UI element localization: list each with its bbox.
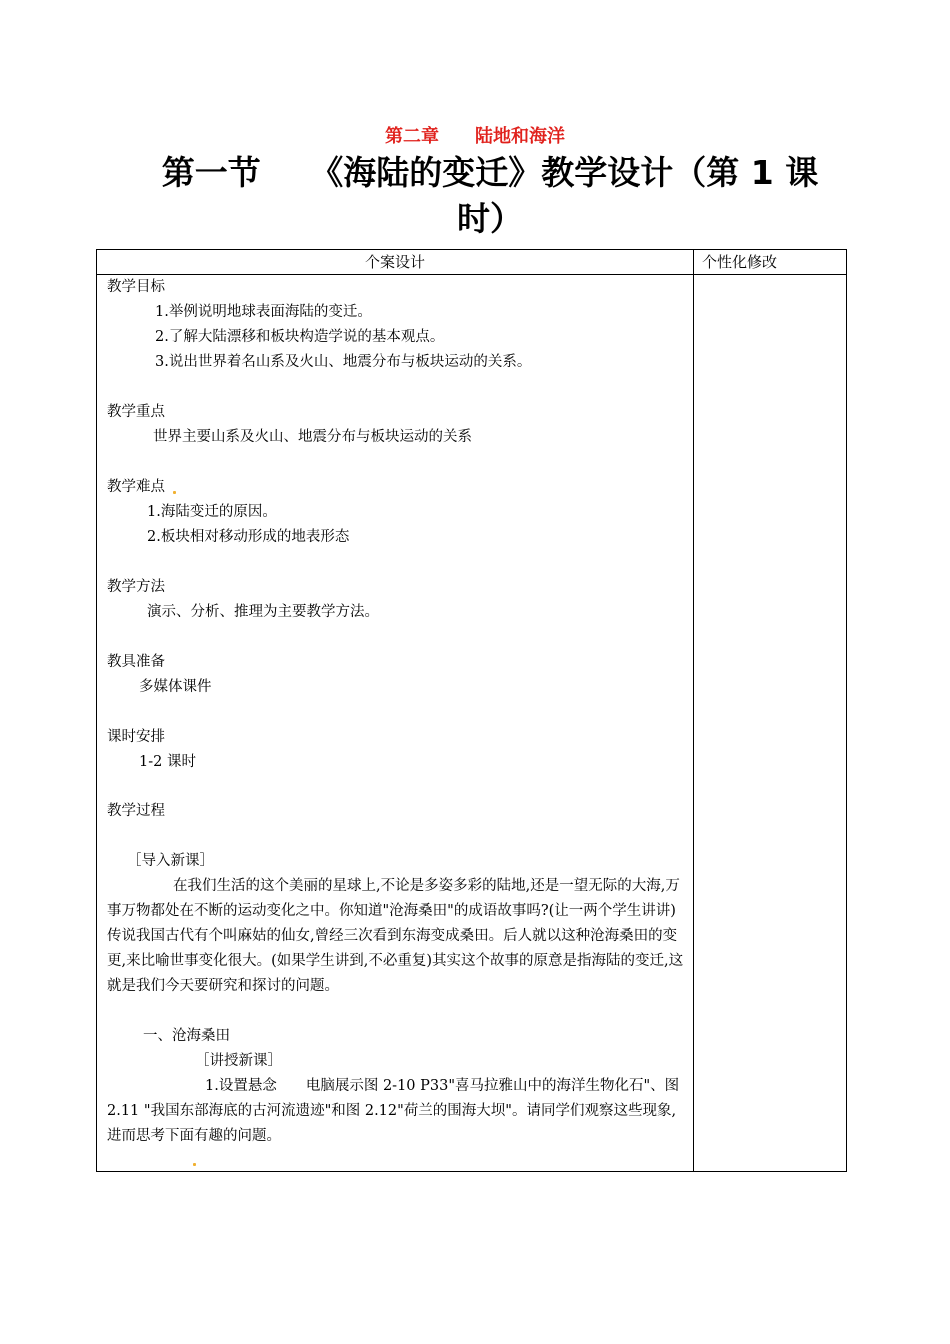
difficulty-item: 2.板块相对移动形成的地表形态 (147, 529, 350, 545)
lesson-plan-table (96, 249, 847, 1172)
objective-item: 2.了解大陆漂移和板块构造学说的基本观点。 (155, 329, 445, 345)
mark-dot (173, 491, 176, 494)
intro-paragraph: 在我们生活的这个美丽的星球上,不论是多姿多彩的陆地,还是一望无际的大海,万事万物都处在不断的运动变化之中。你知道"沧海桑田"的成语故事吗?(让一两个学生讲讲)传说我国古代有个叫麻姑的仙女,曾经三次看到东海变成桑田。后人就以这种沧海桑田的变更,来比喻世事变化很大。(如果学生讲到,不必重复)其实这个故事的原意是指海陆的变迁,这就是我们今天要研究和探讨的问题。 (107, 878, 684, 994)
case-design-content (97, 275, 693, 1171)
table-header-row (97, 250, 847, 275)
teach-label: ［讲授新课］ (195, 1053, 282, 1069)
tools-heading: 教具准备 (107, 654, 165, 670)
objective-item: 3.说出世界着名山系及火山、地震分布与板块运动的关系。 (155, 354, 532, 370)
chapter-heading: 第二章 陆地和海洋 (385, 126, 565, 147)
column-header-personal-edit: 个性化修改 (694, 250, 847, 275)
difficulty-item: 1.海陆变迁的原因。 (147, 504, 277, 520)
table-body-row (97, 275, 847, 1172)
mark-dot (193, 1163, 196, 1166)
methods-text: 演示、分析、推理为主要教学方法。 (147, 604, 379, 620)
column-header-case-design: 个案设计 (97, 250, 694, 275)
schedule-text: 1-2 课时 (139, 754, 196, 770)
objectives-heading: 教学目标 (107, 279, 165, 295)
personal-edit-cell (694, 275, 847, 1172)
intro-label: ［导入新课］ (127, 853, 214, 869)
teach-paragraph: 1.设置悬念 电脑展示图 2-10 P33"喜马拉雅山中的海洋生物化石"、图 2.11 "我国东部海底的古河流遗迹"和图 2.12"荷兰的围海大坝"。请同学们观察这些现象,进而思考下面有趣的问题。 (107, 1078, 680, 1144)
methods-heading: 教学方法 (107, 579, 165, 595)
process-heading: 教学过程 (107, 803, 165, 819)
tools-text: 多媒体课件 (139, 679, 212, 695)
difficulties-heading: 教学难点 (107, 479, 165, 495)
schedule-heading: 课时安排 (107, 729, 165, 745)
key-points-text: 世界主要山系及火山、地震分布与板块运动的关系 (153, 429, 472, 445)
case-design-cell (97, 275, 694, 1172)
key-points-heading: 教学重点 (107, 404, 165, 420)
section-heading: 一、沧海桑田 (143, 1028, 230, 1044)
objective-item: 1.举例说明地球表面海陆的变迁。 (155, 304, 372, 320)
page-title: 第一节 《海陆的变迁》教学设计（第 1 课时） (161, 153, 819, 238)
